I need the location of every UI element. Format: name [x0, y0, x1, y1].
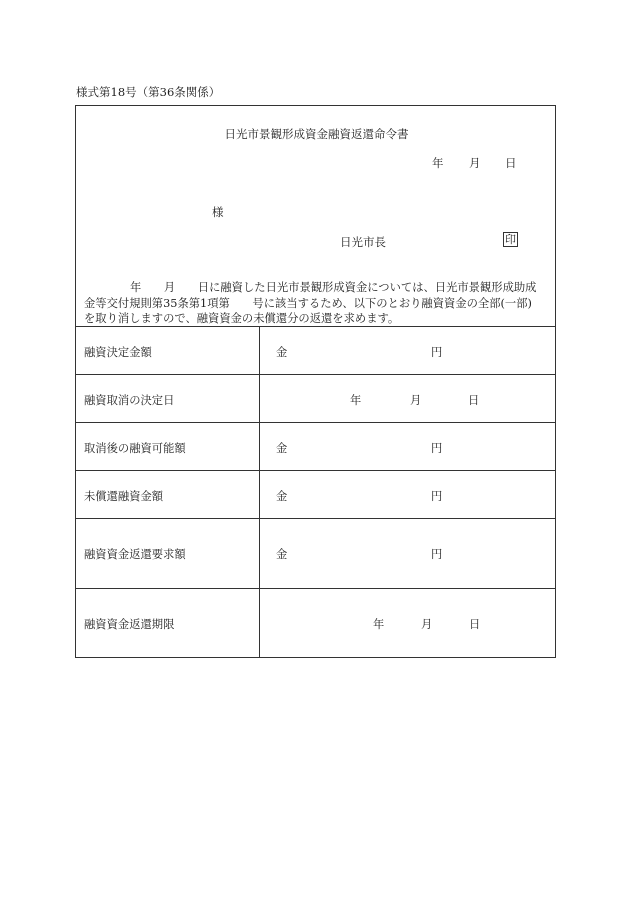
row-label: 融資資金返還要求額 [84, 548, 186, 561]
header-year-label: 年 [432, 156, 444, 170]
row-divider [76, 518, 555, 519]
table-top-border [76, 326, 555, 327]
row-label: 取消後の融資可能額 [84, 442, 186, 455]
body-line-3: を取り消しますので、融資資金の未償還分の返還を求めます。 [84, 312, 400, 325]
row-divider [76, 588, 555, 589]
amount-suffix: 円 [431, 548, 443, 561]
body-line-1: 年 月 日に融資した日光市景観形成資金については、日光市景観形成助成 [130, 281, 537, 294]
row-divider [76, 374, 555, 375]
amount-suffix: 円 [431, 346, 443, 359]
document-frame [75, 105, 556, 658]
date-day-label: 日 [469, 618, 481, 631]
issuer-name: 日光市長 [340, 235, 386, 249]
amount-prefix: 金 [276, 346, 288, 359]
amount-suffix: 円 [431, 490, 443, 503]
amount-suffix: 円 [431, 442, 443, 455]
row-label: 融資取消の決定日 [84, 394, 175, 407]
addressee-suffix: 様 [212, 205, 224, 219]
amount-prefix: 金 [276, 490, 288, 503]
body-paragraph [84, 280, 550, 327]
row-label: 未償還融資金額 [84, 490, 164, 503]
date-month-label: 月 [410, 394, 422, 407]
amount-prefix: 金 [276, 442, 288, 455]
date-year-label: 年 [350, 394, 362, 407]
document-title: 日光市景観形成資金融資返還命令書 [224, 127, 409, 141]
body-line-2: 金等交付規則第35条第1項第 号に該当するため、以下のとおり融資資金の全部(一部) [84, 296, 532, 310]
date-year-label: 年 [373, 618, 385, 631]
row-divider [76, 470, 555, 471]
date-month-label: 月 [421, 618, 433, 631]
row-label: 融資資金返還期限 [84, 618, 175, 631]
header-month-label: 月 [469, 156, 481, 170]
seal-mark: 印 [505, 233, 516, 246]
column-divider [259, 326, 260, 657]
header-day-label: 日 [505, 156, 517, 170]
date-day-label: 日 [468, 394, 480, 407]
amount-prefix: 金 [276, 548, 288, 561]
form-number: 様式第18号（第36条関係） [76, 85, 221, 99]
row-label: 融資決定金額 [84, 346, 152, 359]
row-divider [76, 422, 555, 423]
